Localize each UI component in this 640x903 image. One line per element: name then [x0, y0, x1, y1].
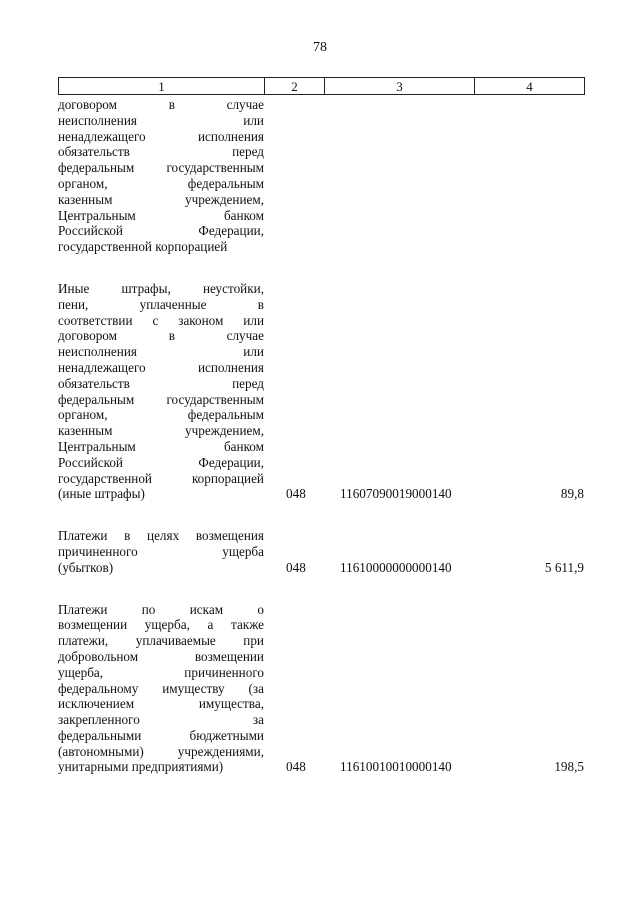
description-line: закрепленного за — [58, 712, 264, 728]
description-line: обязательств перед — [58, 375, 264, 391]
description-line: неисполнения или — [58, 344, 264, 360]
row-code: 048 — [286, 559, 306, 575]
description-line: (иные штрафы) — [58, 486, 145, 502]
row-description — [58, 602, 264, 776]
description-line: казенным учреждением, — [58, 423, 264, 439]
description-line: казенным учреждением, — [58, 191, 264, 207]
column-header-4: 4 — [475, 78, 585, 95]
description-line: Платежи в целях возмещения — [58, 528, 264, 544]
description-line: договором в случае — [58, 328, 264, 344]
row-description — [58, 281, 264, 502]
description-line: органом, федеральным — [58, 407, 264, 423]
description-line: (убытков) — [58, 559, 114, 575]
description-line: (автономными) учреждениями, — [58, 743, 264, 759]
table-row — [58, 602, 584, 776]
description-line: добровольном возмещении — [58, 648, 264, 664]
description-line: возмещении ущерба, а также — [58, 617, 264, 633]
description-line: причиненного ущерба — [58, 543, 264, 559]
description-line: государственной корпорацией — [58, 239, 228, 255]
table-body — [58, 97, 584, 775]
description-line: федеральному имуществу (за — [58, 680, 264, 696]
row-kbk: 11607090019000140 — [340, 486, 452, 502]
description-line: федеральным государственным — [58, 391, 264, 407]
description-line: Иные штрафы, неустойки, — [58, 280, 264, 296]
row-description — [58, 528, 264, 575]
description-line: государственной корпорацией — [58, 470, 264, 486]
description-line: федеральным государственным — [58, 160, 264, 176]
description-line: Центральным банком — [58, 207, 264, 223]
row-code: 048 — [286, 759, 306, 775]
description-line: Российской Федерации, — [58, 454, 264, 470]
page-number: 78 — [313, 40, 327, 55]
row-sum: 5 611,9 — [544, 559, 584, 575]
description-line: федеральными бюджетными — [58, 727, 264, 743]
description-line: обязательств перед — [58, 144, 264, 160]
description-line: договором в случае — [58, 97, 264, 112]
table-row — [58, 97, 584, 255]
column-header-table — [58, 77, 585, 95]
description-line: соответствии с законом или — [58, 312, 264, 328]
row-kbk: 11610010010000140 — [340, 759, 452, 775]
column-header-row — [59, 78, 585, 95]
description-line: пени, уплаченные в — [58, 296, 264, 312]
description-line: ущерба, причиненного — [58, 664, 264, 680]
row-sum: 198,5 — [554, 759, 584, 775]
description-line: унитарными предприятиями) — [58, 759, 224, 775]
description-line: Российской Федерации, — [58, 223, 264, 239]
column-header-2: 2 — [265, 78, 325, 95]
column-header-1: 1 — [59, 78, 265, 95]
description-line: органом, федеральным — [58, 175, 264, 191]
description-line: исключением имущества, — [58, 696, 264, 712]
description-line: Центральным банком — [58, 438, 264, 454]
row-description — [58, 97, 264, 255]
row-sum: 89,8 — [560, 486, 584, 502]
table-row — [58, 528, 584, 575]
row-kbk: 11610000000000140 — [340, 559, 452, 575]
description-line: платежи, уплачиваемые при — [58, 633, 264, 649]
table-row — [58, 281, 584, 502]
column-header-3: 3 — [325, 78, 475, 95]
description-line: неисполнения или — [58, 112, 264, 128]
description-line: Платежи по искам о — [58, 601, 264, 617]
description-line: ненадлежащего исполнения — [58, 128, 264, 144]
description-line: ненадлежащего исполнения — [58, 359, 264, 375]
row-code: 048 — [286, 486, 306, 502]
